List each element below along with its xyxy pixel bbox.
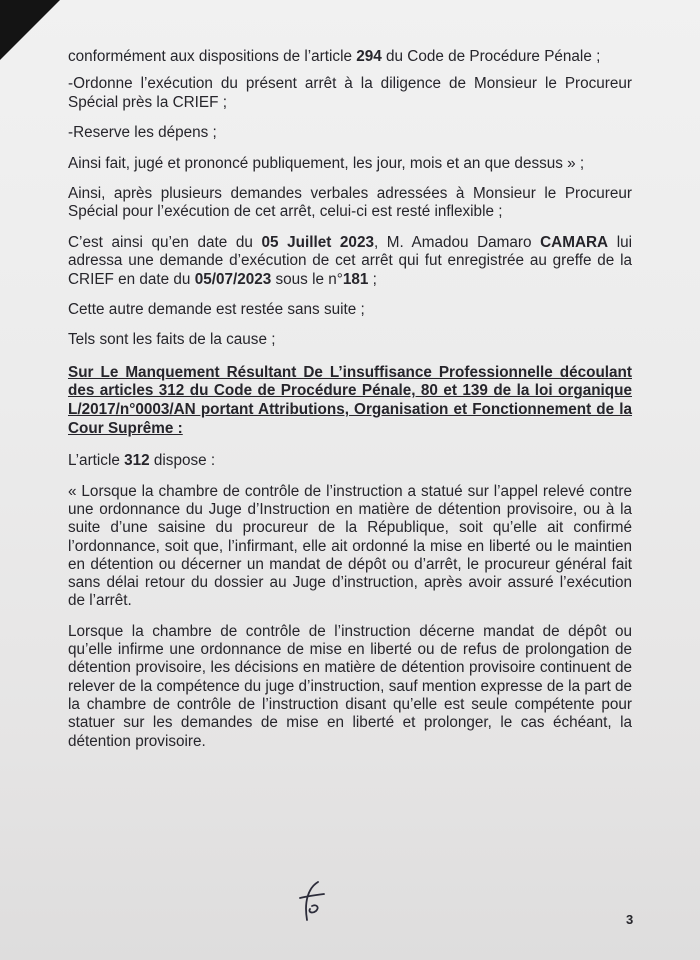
paragraph-article-intro: L’article 312 dispose :	[68, 452, 216, 470]
request-date: 05 Juillet 2023	[261, 233, 374, 251]
paragraph-procedure-reference: conformément aux dispositions de l’article 294 du Code de Procédure Pénale ;	[68, 48, 601, 65]
article-number: 294	[356, 48, 382, 65]
quote-paragraph-2: Lorsque la chambre de contrôle de l’instruction décerne mandat de dépôt ou qu’elle infirme une ordonnance de mise en liberté ou de refus de prolongation de détention provisoire, les décisions en matière de détention provisoire continuent de relever de la compétence du juge d’instruction, sauf mention expresse de la part de la chambre de contrôle de l’instruction disant qu’elle est seule compétente pour statuer sur les demandes de mise en liberté et prolonger, le cas échéant, la détention provisoire.	[68, 622, 632, 750]
paragraph-costs: -Reserve les dépens ;	[68, 124, 217, 142]
paragraph-execution-order: -Ordonne l’exécution du présent arrêt à la diligence de Monsieur le Procureur Spécial près la CRIEF ;	[68, 75, 632, 111]
page-number: 3	[626, 912, 634, 927]
document-body	[68, 48, 632, 763]
paragraph-facts: Tels sont les faits de la cause ;	[68, 331, 276, 349]
quote-paragraph-1: « Lorsque la chambre de contrôle de l’instruction a statué sur l’appel relevé contre une ordonnance du Juge d’Instruction en matière de détention provisoire, ou à la suite d’une saisine du procureur de la République, soit qu’elle ait confirmé l’ordonnance, soit que, l’infirmant, elle ait ordonné la mise en liberté ou le maintien en détention ou décerner un mandat de dépôt ou d’arrêt, le procureur général fait sans délai retour du dossier au Juge d’instruction, après avoir assuré l’exécution de l’arrêt.	[68, 482, 632, 610]
person-surname: CAMARA	[540, 233, 609, 251]
page-corner-shadow	[0, 0, 60, 60]
initial-signature	[294, 878, 334, 924]
paragraph-pronounced: Ainsi fait, jugé et prononcé publiquement, les jour, mois et an que dessus » ;	[68, 154, 585, 172]
registry-number: 181	[342, 270, 369, 288]
section-heading: Sur Le Manquement Résultant De L’insuffisance Professionnelle découlant des articles 312 du Code de Procédure Pénale, 80 et 139 de la loi organique L/2017/n°0003/AN portant Attributions, Organisation et Fonctionnement de la Cour Suprême :	[68, 363, 632, 437]
article-number: 312	[124, 452, 150, 470]
paragraph-no-follow-up: Cette autre demande est restée sans suite ;	[68, 301, 365, 319]
paragraph-verbal-requests: Ainsi, après plusieurs demandes verbales adressées à Monsieur le Procureur Spécial pour l’exécution de cet arrêt, celui-ci est resté inflexible ;	[68, 185, 632, 221]
registry-date: 05/07/2023	[194, 270, 272, 288]
paragraph-execution-request: C’est ainsi qu’en date du 05 Juillet 2023, M. Amadou Damaro CAMARA lui adressa une demande d’exécution de cet arrêt qui fut enregistrée au greffe de la CRIEF en date du 05/07/2023 sous le n°181 ;	[68, 233, 633, 288]
